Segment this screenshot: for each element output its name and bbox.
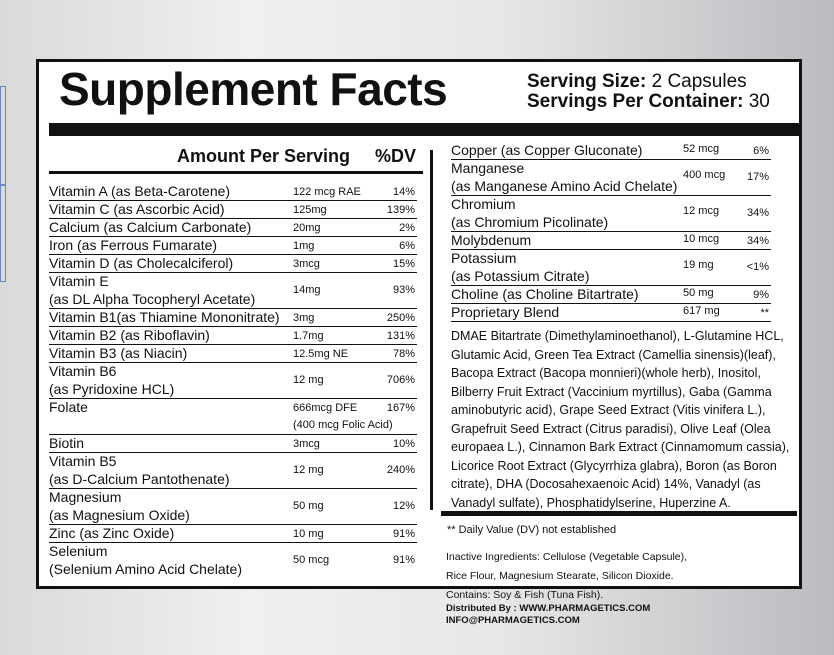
nutrient-name: Vitamin E	[49, 273, 109, 289]
nutrient-dv: 10%	[392, 438, 415, 450]
nutrient-row	[451, 142, 771, 160]
nutrient-name: Selenium	[49, 543, 108, 559]
serving-size-label: Serving Size:	[527, 71, 647, 92]
nutrient-name: Vitamin D (as Cholecalciferol)	[49, 255, 234, 271]
nutrient-amount: 50 mg	[683, 287, 714, 299]
nutrient-dv: 14%	[392, 186, 415, 198]
nutrient-row	[49, 309, 417, 327]
nutrient-row	[49, 327, 417, 345]
nutrient-dv: 2%	[399, 222, 415, 234]
distributor-line-2: INFO@PHARMAGETICS.COM	[446, 615, 580, 626]
nutrient-amount: 125mg	[293, 204, 327, 216]
nutrient-row	[451, 250, 771, 286]
distributor-line-1: Distributed By : WWW.PHARMAGETICS.COM	[446, 603, 651, 614]
nutrient-name: Copper (as Copper Gluconate)	[451, 142, 643, 158]
serving-size-value: 2 Capsules	[651, 71, 747, 92]
nutrient-row	[49, 237, 417, 255]
nutrient-row	[49, 255, 417, 273]
nutrient-row	[49, 201, 417, 219]
nutrient-amount: 10 mg	[293, 528, 324, 540]
nutrient-dv: 131%	[386, 330, 415, 342]
nutrient-dv: <1%	[746, 261, 769, 273]
nutrient-name: Biotin	[49, 435, 85, 451]
nutrient-name: Iron (as Ferrous Fumarate)	[49, 237, 218, 253]
inactive-line-2: Rice Flour, Magnesium Stearate, Silicon Dioxide.	[446, 570, 674, 582]
nutrient-amount: 1mg	[293, 240, 315, 252]
column-divider	[430, 150, 433, 510]
nutrient-row	[49, 543, 417, 577]
nutrient-amount: 20mg	[293, 222, 321, 234]
nutrient-amount-detail: (400 mcg Folic Acid)	[293, 419, 393, 431]
distributor-info	[446, 603, 650, 627]
nutrient-name: Potassium	[451, 250, 517, 266]
nutrient-amount: 666mcg DFE	[293, 402, 358, 414]
servings-per-container-label: Servings Per Container:	[527, 91, 744, 112]
nutrient-dv: 250%	[386, 312, 415, 324]
inactive-ingredients	[446, 548, 826, 605]
nutrient-dv: 240%	[386, 464, 415, 476]
nutrient-dv: 706%	[386, 374, 415, 386]
nutrient-dv: 12%	[392, 500, 415, 512]
nutrient-name: Choline (as Choline Bitartrate)	[451, 286, 639, 302]
amount-header: Amount Per Serving	[177, 146, 351, 166]
nutrient-name: Proprietary Blend	[451, 304, 560, 320]
nutrient-name: Vitamin B3 (as Niacin)	[49, 345, 188, 361]
nutrient-dv: 167%	[386, 402, 415, 414]
nutrient-name: Manganese	[451, 160, 525, 176]
nutrient-amount: 3mg	[293, 312, 315, 324]
serving-info	[527, 72, 770, 112]
nutrient-dv: 139%	[386, 204, 415, 216]
nutrient-name: Folate	[49, 399, 88, 415]
nutrient-amount: 3mcg	[293, 258, 320, 270]
nutrient-dv: 15%	[392, 258, 415, 270]
thick-divider	[49, 123, 799, 136]
nutrient-name-detail: (as Magnesium Oxide)	[49, 507, 190, 523]
nutrient-row	[49, 435, 417, 453]
edge-line-top	[0, 86, 6, 185]
nutrient-dv: 9%	[753, 289, 769, 301]
nutrient-row	[49, 219, 417, 237]
nutrient-name: Vitamin B5	[49, 453, 117, 469]
servings-per-container-value: 30	[748, 91, 770, 112]
nutrient-name: Molybdenum	[451, 232, 532, 248]
nutrient-dv: 6%	[399, 240, 415, 252]
nutrient-row	[49, 183, 417, 201]
nutrient-dv: 91%	[392, 554, 415, 566]
bottom-divider	[441, 511, 797, 516]
nutrient-amount: 52 mcg	[683, 143, 720, 155]
nutrient-amount: 122 mcg RAE	[293, 186, 361, 198]
header-rule	[49, 171, 423, 174]
nutrient-amount: 10 mcg	[683, 233, 720, 245]
nutrient-row	[49, 363, 417, 399]
nutrient-name: Vitamin B1(as Thiamine Mononitrate)	[49, 309, 280, 325]
nutrient-amount: 3mcg	[293, 438, 320, 450]
nutrient-name-detail: (Selenium Amino Acid Chelate)	[49, 561, 242, 577]
nutrient-name: Zinc (as Zinc Oxide)	[49, 525, 175, 541]
nutrient-row	[49, 489, 417, 525]
nutrient-name-detail: (as Pyridoxine HCL)	[49, 381, 175, 397]
nutrient-amount: 12 mg	[293, 374, 324, 386]
dv-footnote: ** Daily Value (DV) not established	[447, 524, 617, 536]
nutrient-name-detail: (as Potassium Citrate)	[451, 268, 590, 284]
nutrient-dv: 93%	[392, 284, 415, 296]
edge-line-bottom	[0, 185, 6, 282]
nutrient-amount: 50 mcg	[293, 554, 330, 566]
nutrient-row	[49, 453, 417, 489]
nutrient-row	[451, 286, 771, 304]
nutrient-dv: 34%	[746, 235, 769, 247]
nutrient-dv: 34%	[746, 207, 769, 219]
nutrient-row	[451, 304, 771, 322]
nutrient-name: Vitamin B2 (as Riboflavin)	[49, 327, 210, 343]
nutrient-amount: 12 mg	[293, 464, 324, 476]
nutrient-amount: 19 mg	[683, 259, 714, 271]
nutrient-dv: 6%	[753, 145, 769, 157]
nutrient-name: Vitamin A (as Beta-Carotene)	[49, 183, 231, 199]
nutrient-dv: 91%	[392, 528, 415, 540]
page-title: Supplement Facts	[59, 63, 448, 115]
nutrient-name-detail: (as DL Alpha Tocopheryl Acetate)	[49, 291, 256, 307]
nutrient-amount: 50 mg	[293, 500, 324, 512]
inactive-line-3: Contains: Soy & Fish (Tuna Fish).	[446, 589, 604, 601]
nutrient-name: Calcium (as Calcium Carbonate)	[49, 219, 252, 235]
nutrient-dv: **	[760, 307, 769, 319]
supplement-facts-panel	[36, 59, 802, 589]
nutrient-name: Magnesium	[49, 489, 122, 505]
nutrient-name: Chromium	[451, 196, 516, 212]
nutrient-name-detail: (as Chromium Picolinate)	[451, 214, 609, 230]
nutrient-row	[451, 160, 771, 196]
nutrient-amount: 12 mcg	[683, 205, 720, 217]
proprietary-blend-text: DMAE Bitartrate (Dimethylaminoethanol), L-Glutamine HCL, Glutamic Acid, Green Tea Extract (Camellia sinensis)(leaf), Bacopa Extract (Bacopa monnieri)(whole herb), Inositol, Bilberry Fruit Extract (Vaccinium myrtillus), Gaba (Gamma aminobutyric acid), Grape Seed Extract (Vitis vinifera L.), Grapefruit Seed Extract (Citrus paradisi), Olive Leaf (Olea europaea L.), Cinnamon Bark Extract (Cinnamomum cassia), Licorice Root Extract (Glycyrrhiza glabra), Boron (as Boron citrate), DHA (Docosahexaenoic Acid) 14%, Vanadyl (as Vanadyl sulfate), Phosphatidylserine, Huperzine A.	[451, 329, 790, 510]
nutrient-amount: 1.7mg	[293, 330, 324, 342]
nutrient-amount: 12.5mg NE	[293, 348, 349, 360]
nutrient-dv: 78%	[392, 348, 415, 360]
nutrient-amount: 14mg	[293, 284, 321, 296]
nutrient-row	[451, 232, 771, 250]
nutrient-amount: 400 mcg	[683, 169, 726, 181]
nutrient-row	[451, 196, 771, 232]
nutrient-dv: 17%	[746, 171, 769, 183]
nutrient-row	[49, 345, 417, 363]
nutrient-name-detail: (as Manganese Amino Acid Chelate)	[451, 178, 678, 194]
nutrient-row	[49, 273, 417, 309]
nutrient-row	[49, 525, 417, 543]
nutrient-name: Vitamin C (as Ascorbic Acid)	[49, 201, 225, 217]
nutrient-name-detail: (as D-Calcium Pantothenate)	[49, 471, 230, 487]
dv-header: %DV	[375, 146, 417, 166]
inactive-line-1: Inactive Ingredients: Cellulose (Vegetable Capsule),	[446, 551, 688, 563]
nutrient-row	[49, 399, 417, 435]
nutrient-amount: 617 mg	[683, 305, 720, 317]
nutrient-name: Vitamin B6	[49, 363, 117, 379]
